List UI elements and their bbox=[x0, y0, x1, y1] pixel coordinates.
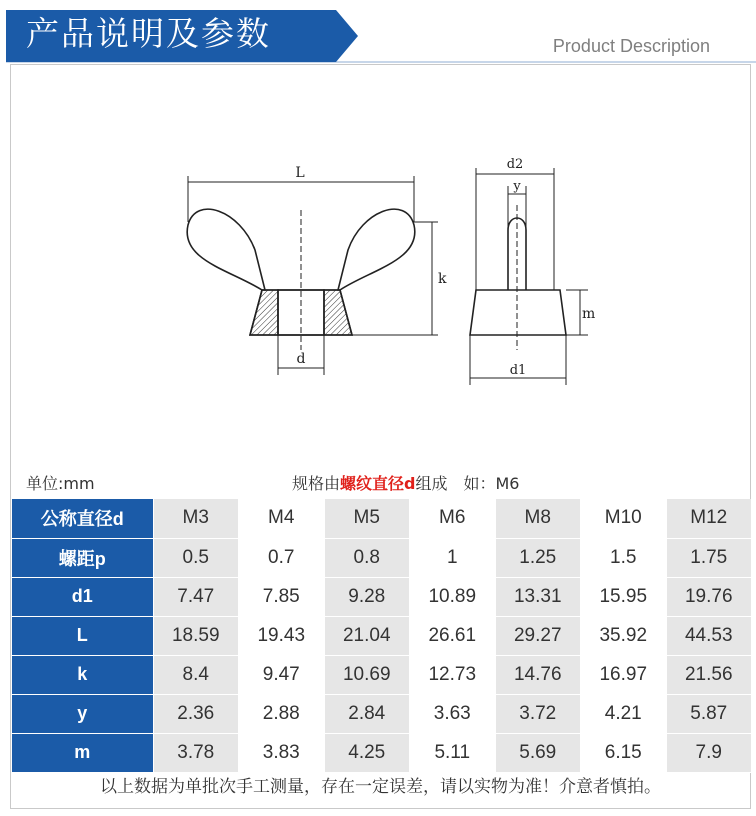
table-row bbox=[12, 694, 752, 733]
table-cell: 18.59 bbox=[153, 616, 239, 655]
side-dimensions bbox=[470, 168, 588, 385]
spec-prefix: 规格由 bbox=[292, 474, 341, 493]
row-header: k bbox=[12, 655, 153, 694]
table-cell: 7.85 bbox=[239, 577, 325, 616]
table-cell: 21.56 bbox=[666, 655, 752, 694]
label-d2: d2 bbox=[506, 157, 524, 172]
table-cell: 1.5 bbox=[581, 538, 667, 577]
footnote: 以上数据为单批次手工测量，存在一定误差，请以实物为准！介意者慎拍。 bbox=[100, 777, 661, 797]
table-cell: 35.92 bbox=[581, 616, 667, 655]
row-header: L bbox=[12, 616, 153, 655]
table-cell: 14.76 bbox=[495, 655, 581, 694]
table-cell: M10 bbox=[581, 499, 667, 538]
section-header bbox=[0, 0, 756, 66]
table-cell: M5 bbox=[324, 499, 410, 538]
table-cell: M6 bbox=[410, 499, 496, 538]
label-k: k bbox=[438, 271, 447, 287]
spec-suffix: 组成 如：M6 bbox=[415, 474, 520, 493]
table-cell: 0.5 bbox=[153, 538, 239, 577]
side-view bbox=[470, 205, 566, 350]
label-d: d bbox=[296, 351, 306, 367]
table-cell: 10.89 bbox=[410, 577, 496, 616]
table-cell: 10.69 bbox=[324, 655, 410, 694]
table-cell: M12 bbox=[666, 499, 752, 538]
table-cell: 12.73 bbox=[410, 655, 496, 694]
row-header: 公称直径d bbox=[12, 499, 153, 538]
table-cell: 21.04 bbox=[324, 616, 410, 655]
label-d1: d1 bbox=[509, 363, 527, 378]
table-cell: 3.72 bbox=[495, 694, 581, 733]
table-row bbox=[12, 538, 752, 577]
label-y: y bbox=[513, 179, 521, 194]
table-cell: 6.15 bbox=[581, 733, 667, 772]
table-cell: 26.61 bbox=[410, 616, 496, 655]
page-subtitle: Product Description bbox=[552, 36, 710, 56]
table-row bbox=[12, 655, 752, 694]
wing-nut-drawing bbox=[170, 150, 610, 400]
front-view bbox=[187, 209, 415, 350]
table-row bbox=[12, 733, 752, 772]
table-cell: 2.88 bbox=[239, 694, 325, 733]
unit-label: 单位:mm bbox=[26, 474, 95, 493]
table-cell: 4.25 bbox=[324, 733, 410, 772]
table-cell: 13.31 bbox=[495, 577, 581, 616]
table-cell: 15.95 bbox=[581, 577, 667, 616]
header-divider bbox=[6, 61, 756, 63]
table-cell: 0.7 bbox=[239, 538, 325, 577]
table-cell: 9.28 bbox=[324, 577, 410, 616]
table-cell: 29.27 bbox=[495, 616, 581, 655]
spec-note bbox=[292, 471, 519, 494]
table-cell: 2.36 bbox=[153, 694, 239, 733]
table-cell: 19.76 bbox=[666, 577, 752, 616]
table-cell: 3.78 bbox=[153, 733, 239, 772]
table-cell: 5.11 bbox=[410, 733, 496, 772]
front-dimensions bbox=[188, 176, 438, 375]
spec-table bbox=[12, 499, 752, 773]
row-header: 螺距p bbox=[12, 538, 153, 577]
table-cell: 44.53 bbox=[666, 616, 752, 655]
table-cell: 0.8 bbox=[324, 538, 410, 577]
table-cell: M8 bbox=[495, 499, 581, 538]
table-cell: 4.21 bbox=[581, 694, 667, 733]
table-cell: 3.63 bbox=[410, 694, 496, 733]
table-row bbox=[12, 577, 752, 616]
table-row bbox=[12, 499, 752, 538]
table-cell: 1.75 bbox=[666, 538, 752, 577]
table-cell: 3.83 bbox=[239, 733, 325, 772]
spec-highlight: 螺纹直径d bbox=[340, 474, 416, 493]
table-cell: 1.25 bbox=[495, 538, 581, 577]
table-cell: 7.9 bbox=[666, 733, 752, 772]
table-cell: 1 bbox=[410, 538, 496, 577]
label-m: m bbox=[582, 306, 596, 322]
table-cell: 5.69 bbox=[495, 733, 581, 772]
table-cell: 2.84 bbox=[324, 694, 410, 733]
table-cell: 8.4 bbox=[153, 655, 239, 694]
spec-info-row bbox=[10, 466, 751, 498]
row-header: m bbox=[12, 733, 153, 772]
table-cell: 9.47 bbox=[239, 655, 325, 694]
table-cell: 7.47 bbox=[153, 577, 239, 616]
table-cell: M4 bbox=[239, 499, 325, 538]
table-cell: 16.97 bbox=[581, 655, 667, 694]
table-row bbox=[12, 616, 752, 655]
row-header: y bbox=[12, 694, 153, 733]
page-title: 产品说明及参数 bbox=[26, 14, 271, 53]
label-L: L bbox=[295, 165, 305, 181]
table-cell: 5.87 bbox=[666, 694, 752, 733]
table-cell: M3 bbox=[153, 499, 239, 538]
table-cell: 19.43 bbox=[239, 616, 325, 655]
row-header: d1 bbox=[12, 577, 153, 616]
